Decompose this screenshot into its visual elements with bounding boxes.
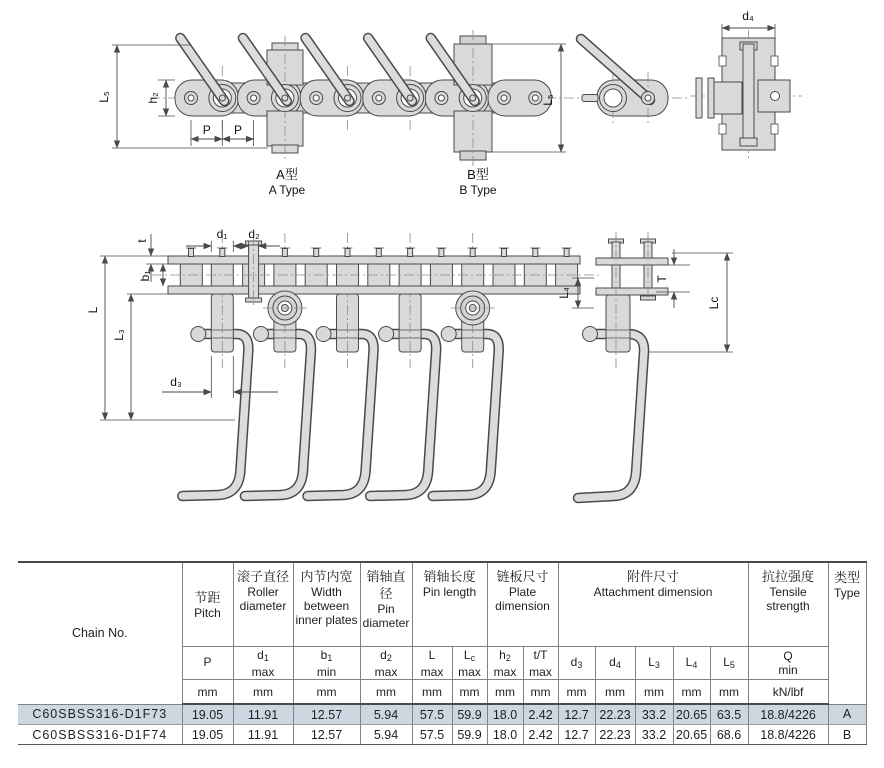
unit-d4: mm (595, 680, 635, 705)
cell-value: 11.91 (233, 704, 293, 725)
cell-value: 11.91 (233, 725, 293, 745)
unit-lc: mm (452, 680, 487, 705)
dim-label-lc: Lc (707, 296, 721, 310)
sym-lc: $L_c$ max (452, 647, 487, 680)
b-type-label-zh: B型 (467, 167, 489, 182)
unit-p: mm (182, 680, 233, 705)
a-type-label-en: A Type (268, 183, 306, 197)
dim-label-d2: d₂ (248, 227, 260, 241)
cell-value: 12.57 (293, 725, 360, 745)
unit-d2: mm (360, 680, 412, 705)
sym-d2: $d_2$ max (360, 647, 412, 680)
table-row-d1f73[interactable] (18, 704, 866, 725)
table-row-d1f74[interactable] (18, 725, 866, 745)
cell-value: 33.2 (635, 704, 673, 725)
unit-b1: mm (293, 680, 360, 705)
col-group-pin-length: 销轴长度 Pin length (412, 562, 487, 647)
cell-value: 59.9 (452, 704, 487, 725)
dim-label-p2: P (233, 123, 243, 137)
sym-d3: $d_3$ (558, 647, 595, 680)
dim-label-p1: P (202, 123, 211, 137)
cell-chain-no: C60SBSS316-D1F74 (18, 725, 182, 745)
sym-p: P (182, 647, 233, 680)
col-group-roller-diameter: 滚子直径 Roller diameter (233, 562, 293, 647)
header-chain-no (18, 562, 182, 704)
sym-l3: $L_3$ (635, 647, 673, 680)
cell-value: 12.57 (293, 704, 360, 725)
single-link-detail (581, 39, 668, 124)
sym-tT: t/T max (523, 647, 558, 680)
cell-chain-no: C60SBSS316-D1F73 (18, 704, 182, 725)
dim-label-h2: h₂ (146, 92, 160, 104)
top-view-drawing (97, 30, 690, 197)
sym-l5: $L_5$ (710, 647, 748, 680)
cell-value: 59.9 (452, 725, 487, 745)
cell-value: 22.23 (595, 704, 635, 725)
dim-label-l4: L₄ (557, 287, 571, 299)
plan-view-drawing (86, 227, 600, 496)
dim-label-d1: d₁ (216, 227, 228, 241)
col-group-attachment-dimension: 附件尺寸 Attachment dimension (558, 562, 748, 647)
cell-value: 5.94 (360, 725, 412, 745)
dim-label-b1: b₁ (138, 270, 152, 282)
dim-label-l5-right: L₅ (541, 94, 555, 106)
cell-value: 68.6 (710, 725, 748, 745)
unit-l4: mm (673, 680, 710, 705)
unit-q: kN/lbf (748, 680, 828, 705)
cell-type: A (828, 704, 866, 725)
cell-type: B (828, 725, 866, 745)
cell-value: 2.42 (523, 704, 558, 725)
cell-value: 12.7 (558, 704, 595, 725)
cell-value: 19.05 (182, 704, 233, 725)
cell-value: 18.8/4226 (748, 704, 828, 725)
a-type-label-zh: A型 (276, 167, 298, 182)
dim-label-d3: d₃ (170, 375, 182, 389)
cell-value: 20.65 (673, 704, 710, 725)
cell-value: 20.65 (673, 725, 710, 745)
col-group-tensile-strength: 抗拉强度 Tensile strength (748, 562, 828, 647)
cell-value: 5.94 (360, 704, 412, 725)
sym-b1: $b_1$ min (293, 647, 360, 680)
col-group-type: 类型 Type (828, 562, 866, 704)
cell-value: 2.42 (523, 725, 558, 745)
unit-l5: mm (710, 680, 748, 705)
sym-d4: $d_4$ (595, 647, 635, 680)
sym-l4: $L_4$ (673, 647, 710, 680)
dim-label-l: L (86, 306, 100, 314)
cell-value: 57.5 (412, 704, 452, 725)
dim-label-l3: L₃ (112, 329, 126, 341)
spec-table (18, 561, 867, 745)
col-group-pin-diameter: 销轴直径 Pin diameter (360, 562, 412, 647)
cell-value: 18.8/4226 (748, 725, 828, 745)
unit-l3: mm (635, 680, 673, 705)
cell-value: 33.2 (635, 725, 673, 745)
dim-label-T: T (655, 275, 669, 283)
cell-value: 18.0 (487, 725, 523, 745)
dim-label-l5-left: L₅ (97, 91, 111, 103)
dim-label-d4: d₄ (742, 9, 754, 23)
b-type-label-en: B Type (459, 183, 497, 197)
cell-value: 18.0 (487, 704, 523, 725)
col-group-plate-dimension: 链板尺寸 Plate dimension (487, 562, 558, 647)
d4-section-view (690, 9, 802, 158)
cell-value: 22.23 (595, 725, 635, 745)
sym-q: Q min (748, 647, 828, 680)
unit-tT: mm (523, 680, 558, 705)
col-group-pitch: 节距 Pitch (182, 562, 233, 647)
unit-h2: mm (487, 680, 523, 705)
unit-d3: mm (558, 680, 595, 705)
dim-label-t: t (135, 239, 149, 243)
col-group-inner-width: 内节内宽 Width between inner plates (293, 562, 360, 647)
cell-value: 12.7 (558, 725, 595, 745)
cell-value: 63.5 (710, 704, 748, 725)
chain-no-label: Chain No. (71, 626, 128, 641)
sym-h2: $h_2$ max (487, 647, 523, 680)
sym-d1: $d_1$ max (233, 647, 293, 680)
attachment-side-detail (557, 232, 733, 498)
cell-value: 57.5 (412, 725, 452, 745)
cell-value: 19.05 (182, 725, 233, 745)
sym-l: L max (412, 647, 452, 680)
unit-d1: mm (233, 680, 293, 705)
unit-l: mm (412, 680, 452, 705)
